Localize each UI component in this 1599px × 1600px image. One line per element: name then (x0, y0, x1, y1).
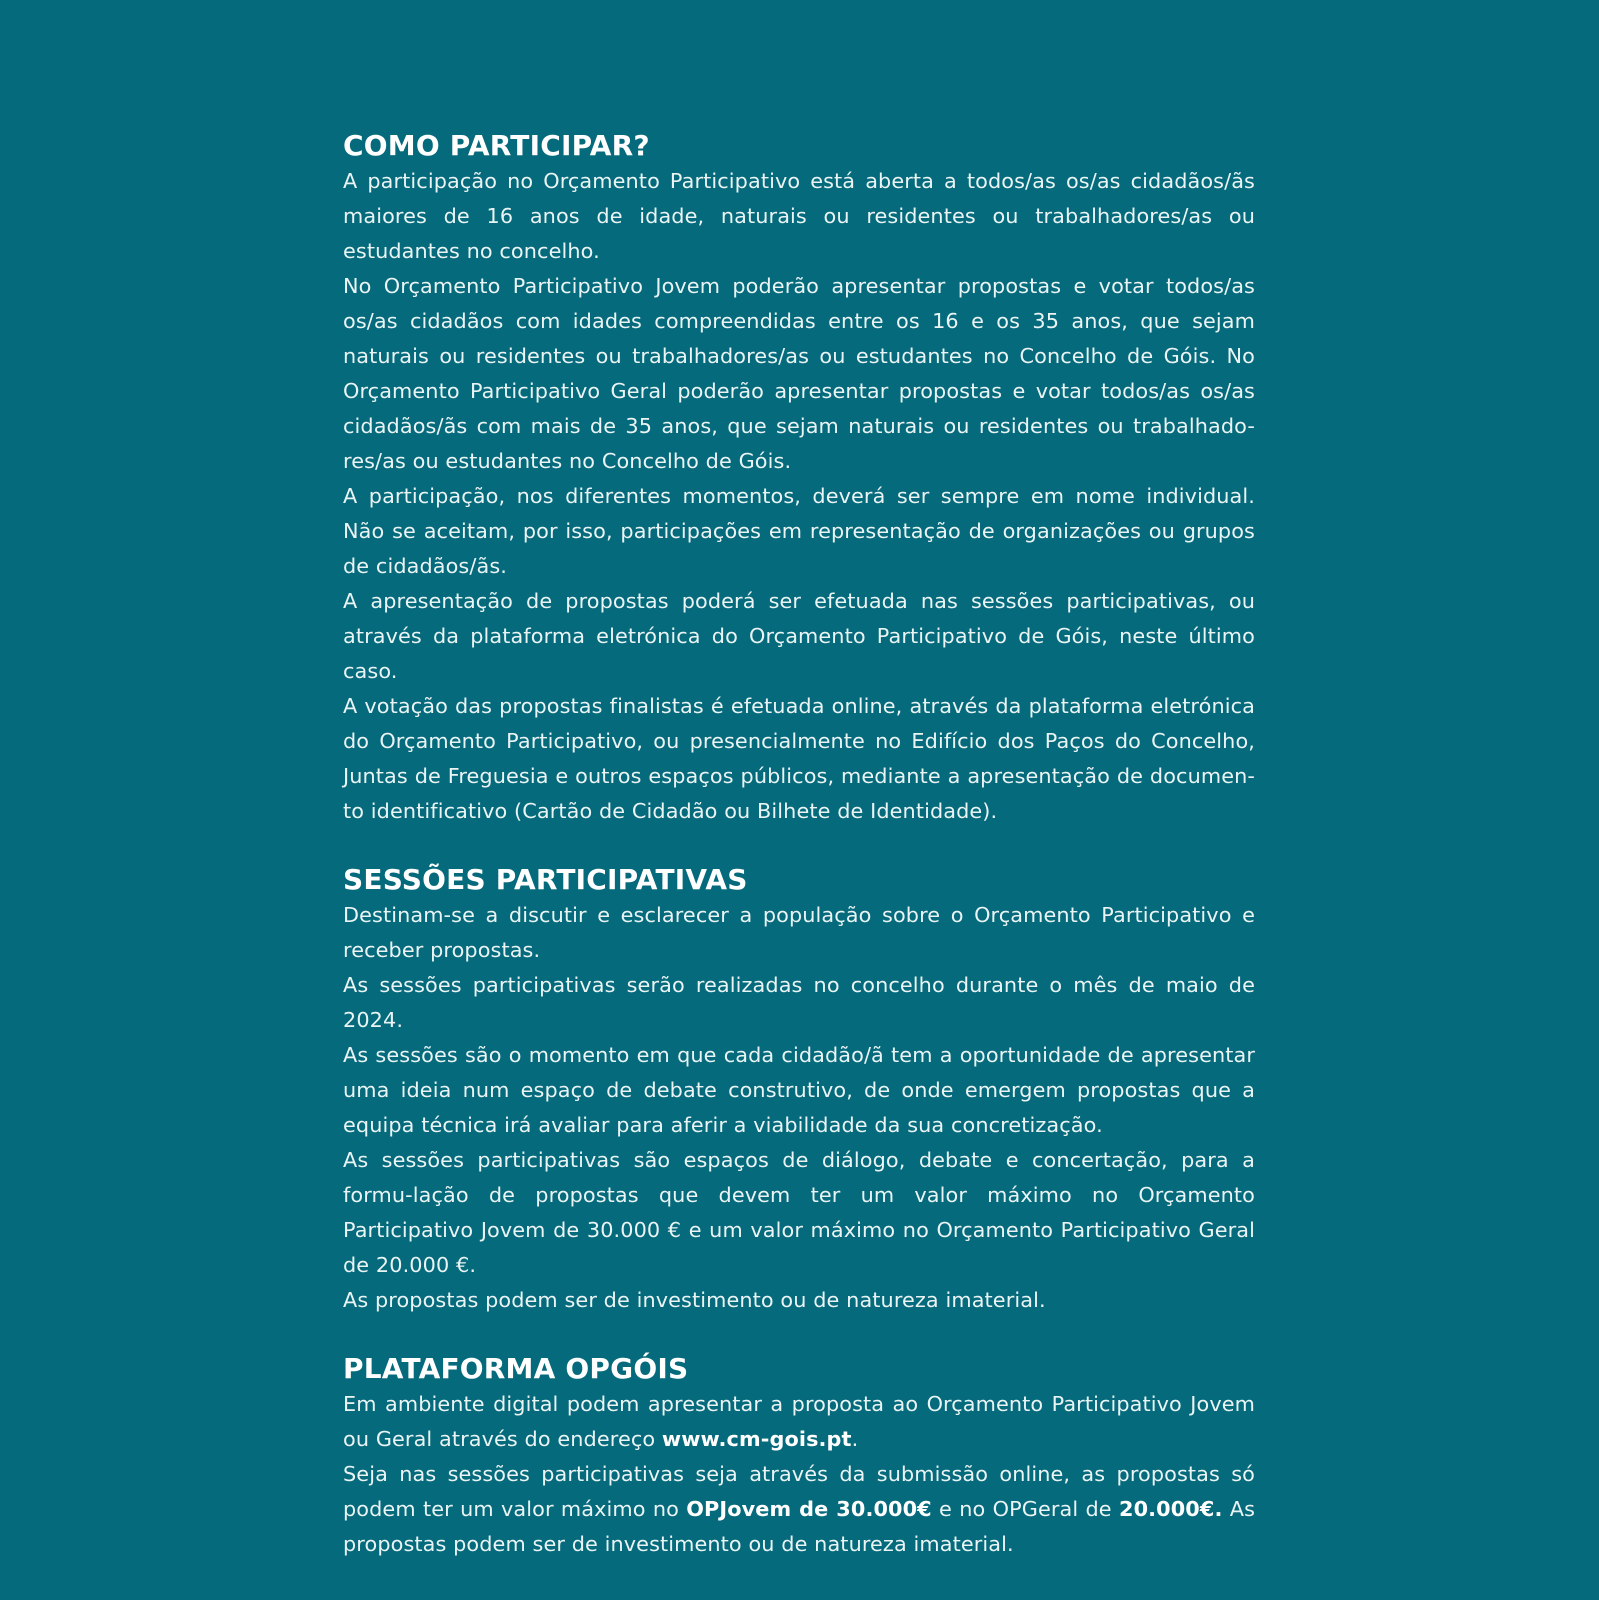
paragraph: As sessões são o momento em que cada cidadão/ã tem a oportunidade de apresentar uma ideia num espaço de debate construtivo, de onde emergem propostas que a equipa técnica irá avaliar para aferir a viabilidade da sua concretização. (343, 1043, 1255, 1137)
paragraph-text: Em ambiente digital podem apresentar a proposta ao Orçamento Participativo Jovem ou Geral através do endereço (343, 1392, 1255, 1451)
paragraph (343, 1387, 1255, 1457)
website-link[interactable]: www.cm-gois.pt (661, 1427, 852, 1451)
paragraph: As propostas podem ser de investimento ou de natureza imaterial. (343, 1288, 1046, 1312)
paragraph: As sessões participativas serão realizadas no concelho durante o mês de maio de 2024. (343, 973, 1255, 1032)
bold-value-opjovem: OPJovem de 30.000€ (686, 1497, 932, 1521)
paragraph (343, 1457, 1255, 1562)
section-plataforma-opgois (343, 1351, 1255, 1562)
section-heading: COMO PARTICIPAR? (343, 129, 650, 162)
paragraph-text: . (851, 1427, 859, 1451)
section-heading: SESSÕES PARTICIPATIVAS (343, 863, 748, 896)
paragraph: Destinam-se a discutir e esclarecer a população sobre o Orçamento Participativo e receber propostas. (343, 903, 1255, 962)
paragraph-text: e no OPGeral de (931, 1497, 1120, 1521)
section-sessoes-participativas (343, 862, 1255, 1318)
section-heading: PLATAFORMA OPGÓIS (343, 1352, 689, 1385)
bold-value-opgeral: 20.000€. (1119, 1497, 1223, 1521)
paragraph: A apresentação de propostas poderá ser efetuada nas sessões participativas, ou através da plataforma eletrónica do Orçamento Participativo de Góis, neste último caso. (343, 589, 1255, 683)
paragraph: A participação no Orçamento Participativo está aberta a todos/as os/as cidadãos/ãs maiores de 16 anos de idade, naturais ou residentes ou trabalhadores/as ou estudantes no concelho. (343, 169, 1255, 263)
document-body (343, 128, 1255, 1562)
paragraph: No Orçamento Participativo Jovem poderão apresentar propostas e votar todos/as os/as cidadãos com idades compreendidas entre os 16 e os 35 anos, que sejam naturais ou residentes ou trabalhadores/as ou estudantes no Concelho de Góis. No Orçamento Participativo Geral poderão apresentar propostas e votar todos/as os/as cidadãos/ãs com mais de 35 anos, que sejam naturais ou residentes ou trabalhado-res/as ou estudantes no Concelho de Góis. (343, 274, 1255, 473)
paragraph: A participação, nos diferentes momentos, deverá ser sempre em nome individual. Não se aceitam, por isso, participações em representação de organizações ou grupos de cidadãos/ãs. (343, 484, 1255, 578)
paragraph: As sessões participativas são espaços de diálogo, debate e concertação, para a formu-lação de propostas que devem ter um valor máximo no Orçamento Participativo Jovem de 30.000 € e um valor máximo no Orçamento Participativo Geral de 20.000 €. (343, 1148, 1255, 1277)
paragraph-text: As propostas podem ser de investimento ou de natureza imaterial. (343, 1497, 1256, 1556)
paragraph: A votação das propostas finalistas é efetuada online, através da plataforma eletrónica do Orçamento Participativo, ou presencialmente no Edifício dos Paços do Concelho, Juntas de Freguesia e outros espaços públicos, mediante a apresentação de documen-to identificativo (Cartão de Cidadão ou Bilhete de Identidade). (343, 694, 1255, 823)
section-como-participar (343, 128, 1255, 829)
paragraph-text: Seja nas sessões participativas seja através da submissão online, as propostas só podem ter um valor máximo no (343, 1462, 1255, 1521)
